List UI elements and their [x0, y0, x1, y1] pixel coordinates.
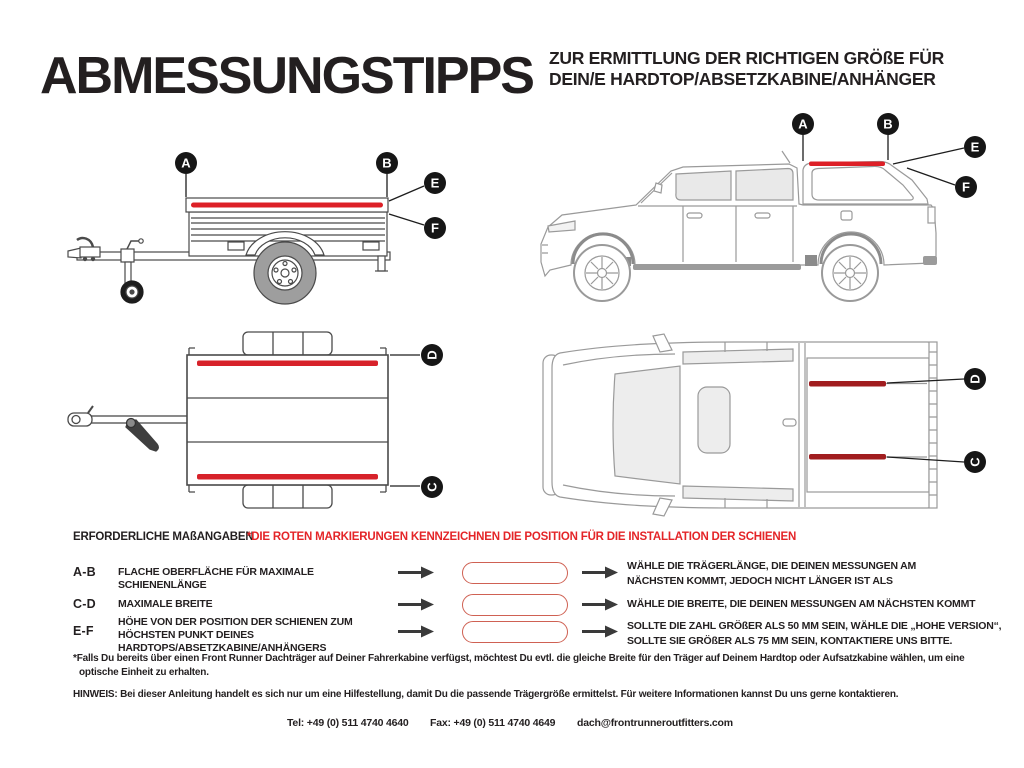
- measure-description-ef: HÖHE VON DER POSITION DER SCHIENEN ZUM HÖCHSTEN PUNKT DEINES HARDTOPS/ABSETZKABINE/ANHÄNGERS: [118, 616, 353, 654]
- arrow-right-icon: [582, 598, 618, 611]
- svg-text:B: B: [883, 116, 893, 132]
- subtitle-line-2: DEIN/E HARDTOP/ABSETZKABINE/ANHÄNGER: [549, 69, 936, 89]
- arrow-right-icon: [582, 566, 618, 579]
- red-markings-note: *DIE ROTEN MARKIERUNGEN KENNZEICHNEN DIE POSITION FÜR DIE INSTALLATION DER SCHIENEN: [247, 531, 797, 543]
- measurement-value-field-ab: [462, 562, 568, 584]
- svg-text:B: B: [382, 155, 392, 171]
- svg-text:A: A: [181, 155, 191, 171]
- marker-e: [424, 172, 446, 194]
- measure-code-ef: E-F: [73, 624, 94, 638]
- marker-f: [955, 176, 977, 198]
- truck-side-view-illustration: [535, 113, 1000, 313]
- marker-c: [421, 476, 443, 498]
- measure-code-ab: A-B: [73, 565, 96, 579]
- rail-position-stripe-bed-1: [809, 381, 886, 387]
- marker-f: [424, 217, 446, 239]
- leader-lines: [390, 355, 420, 486]
- svg-text:E: E: [430, 175, 440, 191]
- rail-position-stripe-top-2: [197, 474, 378, 480]
- required-measurements-heading: ERFORDERLICHE MAßANGABEN: [73, 531, 254, 543]
- measure-description-ab: FLACHE OBERFLÄCHE FÜR MAXIMALE SCHIENENLÄNGE: [118, 566, 314, 591]
- svg-text:F: F: [431, 220, 439, 236]
- trailer-top-view-illustration: [60, 330, 460, 525]
- arrow-right-icon: [398, 566, 434, 579]
- trailer-side-line-art: [68, 198, 390, 304]
- marker-b: [877, 113, 899, 135]
- instruction-cd: WÄHLE DIE BREITE, DIE DEINEN MESSUNGEN AM NÄCHSTEN KOMMT: [627, 598, 976, 610]
- trailer-side-view-illustration: [60, 130, 460, 325]
- instruction-ab: WÄHLE DIE TRÄGERLÄNGE, DIE DEINEN MESSUNGEN AM NÄCHSTEN KOMMT, JEDOCH NICHT LÄNGER IST ALS: [627, 560, 917, 587]
- marker-a: [792, 113, 814, 135]
- svg-text:F: F: [962, 179, 970, 195]
- contact-fax: Fax: +49 (0) 511 4740 4649: [430, 717, 556, 729]
- truck-top-view-illustration: [535, 330, 1000, 525]
- marker-d: [421, 344, 443, 366]
- arrow-right-icon: [398, 598, 434, 611]
- instruction-ef: SOLLTE DIE ZAHL GRÖßER ALS 50 MM SEIN, WÄHLE DIE „HOHE VERSION“, SOLLTE SIE GRÖßER ALS 75 MM SEIN, KONTAKTIERE UNS BITTE.: [627, 620, 1002, 647]
- measure-code-cd: C-D: [73, 597, 96, 611]
- rail-position-stripe-side: [191, 203, 383, 208]
- measurement-value-field-cd: [462, 594, 568, 616]
- contact-email[interactable]: dach@frontrunneroutfitters.com: [577, 717, 733, 729]
- rail-position-stripe-canopy: [809, 162, 885, 167]
- arrow-right-icon: [398, 625, 434, 638]
- rail-position-stripe-bed-2: [809, 454, 886, 460]
- marker-b: [376, 152, 398, 174]
- contact-tel: Tel: +49 (0) 511 4740 4640: [287, 717, 409, 729]
- truck-side-line-art: [541, 151, 937, 301]
- svg-text:D: D: [967, 374, 983, 384]
- footnote: *Falls Du bereits über einen Front Runner Dachträger auf Deiner Fahrerkabine verfügst, möchtest Du evtl. die gleiche Breite für den Träger auf Deinem Hardtop oder Aufsatzkabine wählen, um eine optische Einheit zu erhalten.: [73, 653, 965, 678]
- truck-top-line-art: [543, 334, 937, 516]
- svg-text:C: C: [424, 482, 440, 492]
- marker-d: [964, 368, 986, 390]
- hint-note: HINWEIS: Bei dieser Anleitung handelt es sich nur um eine Hilfestellung, damit Du die passende Trägergröße ermittelst. Für weitere Informationen kannst Du uns gerne kontaktieren.: [73, 689, 899, 700]
- arrow-right-icon: [582, 625, 618, 638]
- measure-description-cd: MAXIMALE BREITE: [118, 598, 213, 610]
- svg-text:E: E: [970, 139, 980, 155]
- rail-position-stripe-top-1: [197, 361, 378, 367]
- trailer-top-line-art: [68, 332, 388, 508]
- page-title: ABMESSUNGSTIPPS: [40, 47, 533, 105]
- svg-text:C: C: [967, 457, 983, 467]
- page-subtitle: [549, 48, 944, 90]
- subtitle-line-1: ZUR ERMITTLUNG DER RICHTIGEN GRÖßE FÜR: [549, 48, 944, 68]
- svg-text:D: D: [424, 350, 440, 360]
- marker-c: [964, 451, 986, 473]
- marker-e: [964, 136, 986, 158]
- marker-a: [175, 152, 197, 174]
- svg-text:A: A: [798, 116, 808, 132]
- measurement-value-field-ef: [462, 621, 568, 643]
